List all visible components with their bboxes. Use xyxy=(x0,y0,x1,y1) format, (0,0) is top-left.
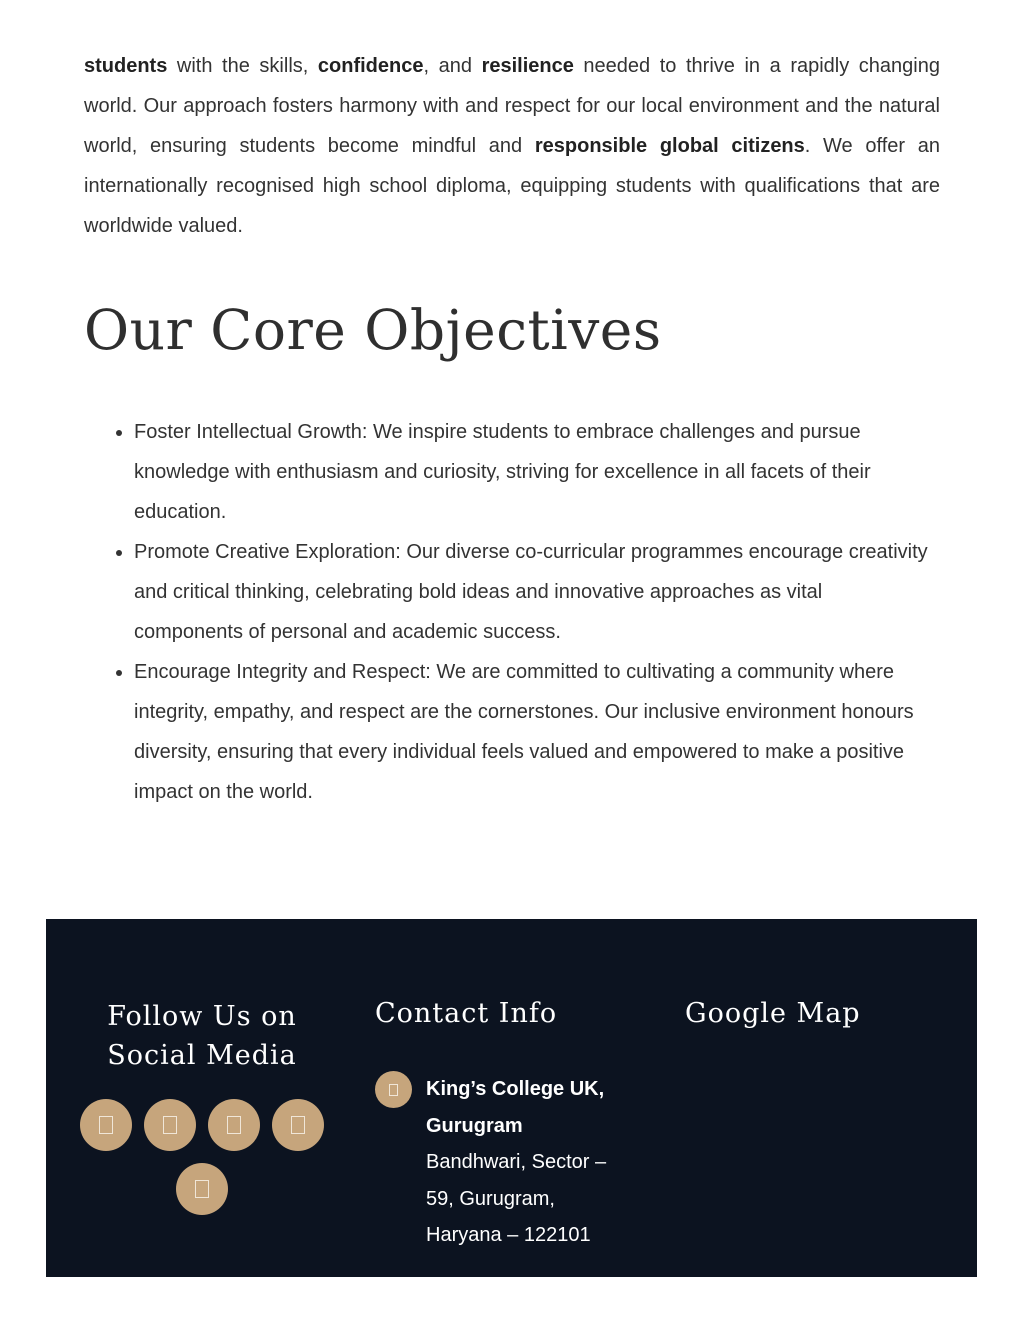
intro-bold-students: students xyxy=(84,55,168,77)
intro-text-3: needed to thrive in a rapidly changing world. Our approach fosters harmony with and respect for our local environment and the natural world, ensuring students become mindful and xyxy=(84,55,940,157)
contact-details xyxy=(426,1071,626,1254)
contact-name: King’s College UK, Gurugram xyxy=(426,1078,605,1137)
intro-paragraph xyxy=(84,46,940,246)
objectives-list xyxy=(84,412,940,812)
social-heading: Follow Us on Social Media xyxy=(107,1001,297,1071)
intro-text-4: . We offer an internationally recognised high school diploma, equipping students with qualifications that are worldwide valued. xyxy=(84,135,940,237)
objective-item: • Foster Intellectual Growth: We inspire students to embrace challenges and pursue knowledge with enthusiasm and curiosity, striving for excellence in all facets of their education. xyxy=(134,412,940,532)
map-heading: Google Map xyxy=(685,998,861,1029)
objective-item: • Promote Creative Exploration: Our diverse co-curricular programmes encourage creativity and critical thinking, celebrating bold ideas and innovative approaches as vital components of personal and academic success. xyxy=(134,532,940,652)
social-icon xyxy=(99,1116,113,1134)
contact-address: Bandhwari, Sector – 59, Gurugram, Haryana – 122101 xyxy=(426,1151,607,1246)
location-icon xyxy=(375,1071,412,1108)
main-content xyxy=(84,46,940,812)
section-heading: Our Core Objectives xyxy=(84,298,662,362)
intro-text-1: with the skills, xyxy=(167,55,318,77)
social-link-4[interactable] xyxy=(272,1099,324,1151)
social-icon xyxy=(227,1116,241,1134)
intro-bold-confidence: confidence xyxy=(317,55,424,77)
social-icon xyxy=(291,1116,305,1134)
location-icon-glyph xyxy=(389,1084,398,1096)
social-link-3[interactable] xyxy=(208,1099,260,1151)
social-link-2[interactable] xyxy=(144,1099,196,1151)
social-icon xyxy=(195,1180,209,1198)
intro-bold-global-citizens: responsible global citizens xyxy=(534,135,805,157)
objective-item: • Encourage Integrity and Respect: We are committed to cultivating a community where integrity, empathy, and respect are the cornerstones. Our inclusive environment honours diversity, ensuring that every individual feels valued and empowered to make a positive impact on the world. xyxy=(134,652,940,812)
intro-bold-resilience: resilience xyxy=(481,55,574,77)
social-link-1[interactable] xyxy=(80,1099,132,1151)
social-link-5[interactable] xyxy=(176,1163,228,1215)
social-icons-group xyxy=(76,1099,328,1215)
contact-heading: Contact Info xyxy=(375,998,558,1029)
site-footer xyxy=(46,919,977,1277)
social-icon xyxy=(163,1116,177,1134)
intro-text-2: , and xyxy=(423,55,482,77)
